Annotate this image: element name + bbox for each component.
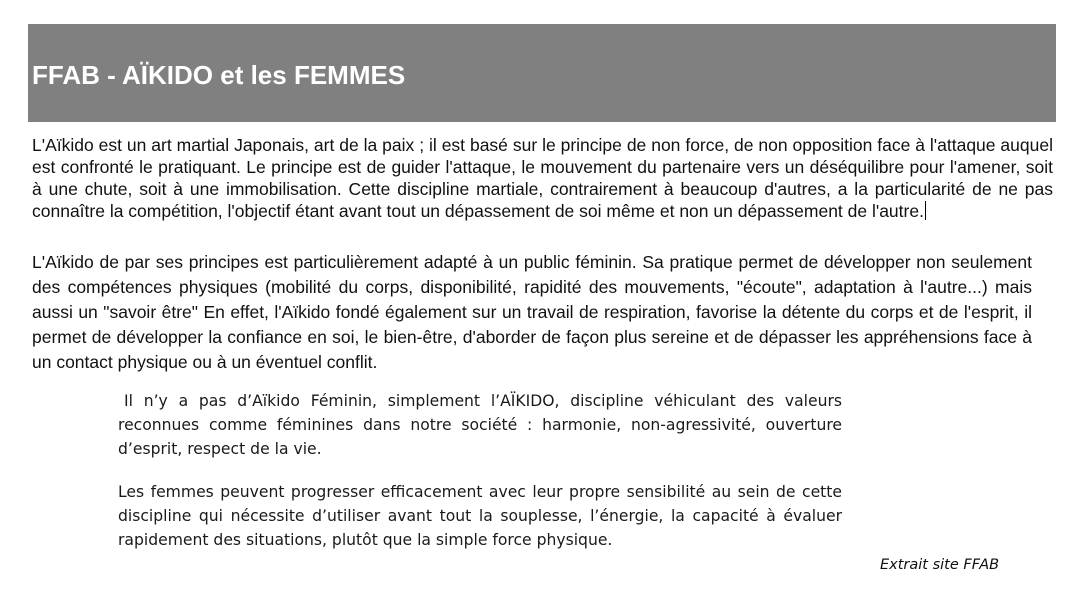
title-banner [28, 24, 1056, 122]
text-cursor [925, 201, 926, 220]
intro-paragraph-1-text: L'Aïkido est un art martial Japonais, art de la paix ; il est basé sur le principe de non force, de non opposition face à l'attaque auquel est confronté le pratiquant. Le principe est de guider l'attaque, le mouvement du partenaire vers un déséquilibre pour l'amener, soit à une chute, soit à une immobilisation. Cette discipline martiale, contrairement à beaucoup d'autres, a la particularité de ne pas connaître la compétition, l'objectif étant avant tout un dépassement de soi même et non un dépassement de l'autre. [32, 135, 1053, 221]
intro-paragraph-1[interactable] [32, 134, 1053, 222]
intro-paragraph-2[interactable]: L'Aïkido de par ses principes est particulièrement adapté à un public féminin. Sa pratique permet de développer non seulement des compétences physiques (mobilité du corps, disponibilité, rapidité des mouvements, "écoute", adaptation à l'autre...) mais aussi un "savoir être" En effet, l'Aïkido fondé également sur un travail de respiration, favorise la détente du corps et de l'esprit, il permet de développer la confiance en soi, le bien-être, d'aborder de façon plus sereine et de dépasser les appréhensions face à un contact physique ou à un éventuel conflit. [32, 252, 1032, 372]
quote-paragraph-1: Il n’y a pas d’Aïkido Féminin, simplement l’AÏKIDO, discipline véhiculant des valeurs reconnues comme féminines dans notre société : harmonie, non-agressivité, ouverture d’esprit, respect de la vie. [118, 392, 842, 458]
quote-paragraph-2: Les femmes peuvent progresser efficacement avec leur propre sensibilité au sein de cette discipline qui nécessite d’utiliser avant tout la souplesse, l’énergie, la capacité à évaluer rapidement des situations, plutôt que la simple force physique. [118, 483, 842, 549]
quote-source-caption: Extrait site FFAB [880, 557, 1000, 573]
page-title: FFAB - AÏKIDO et les FEMMES [32, 60, 406, 90]
